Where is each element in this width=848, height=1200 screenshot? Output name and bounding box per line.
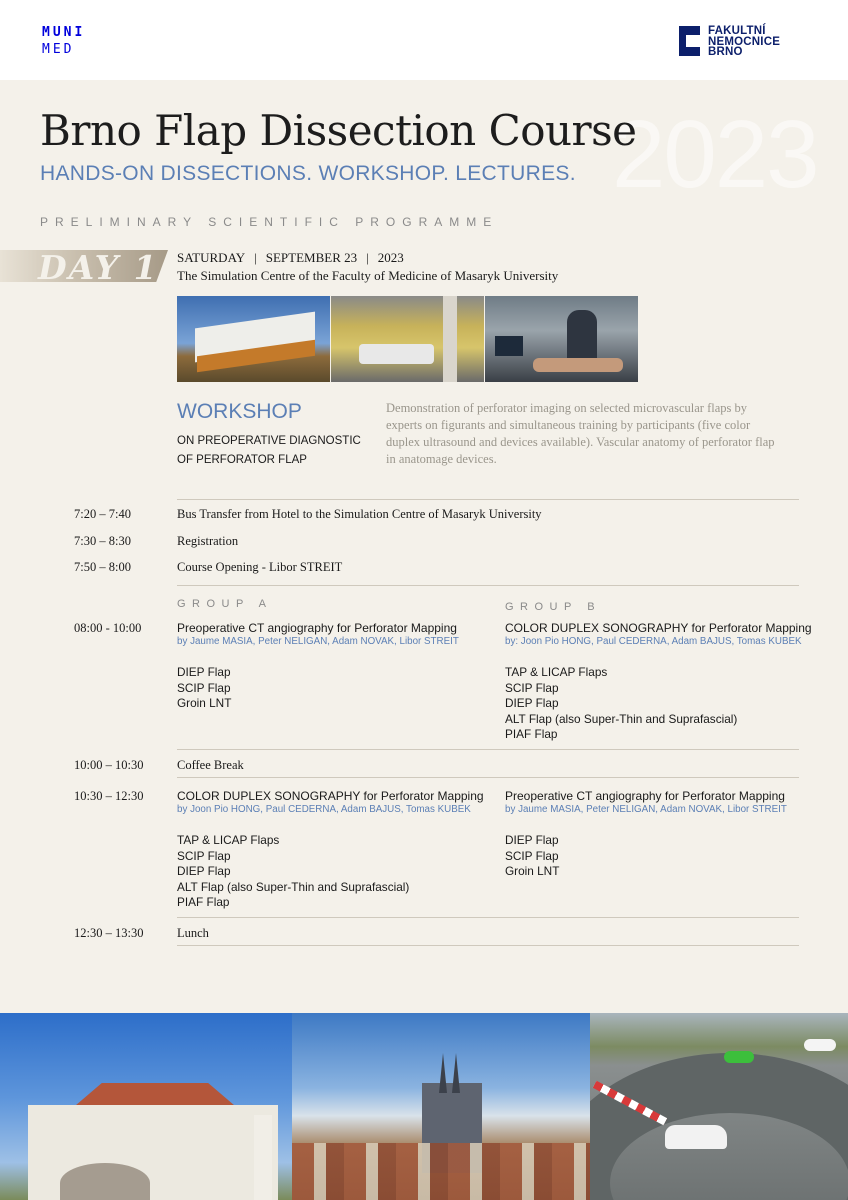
workshop-description: Demonstration of perforator imaging on selected microvascular flaps by experts on figurants and simultaneous training by participants (five color duplex ultrasound and devices available). Vascular anatomy of perforator flap in anatomage devices. [386, 401, 775, 466]
session-speakers: by Jaume MASIA, Peter NELIGAN, Adam NOVAK, Libor STREIT [177, 636, 459, 647]
date-separator: | [366, 250, 369, 265]
group-a-header: GROUP A [177, 598, 273, 610]
session-title: Preoperative CT angiography for Perforator Mapping [177, 621, 457, 635]
session-title: Preoperative CT angiography for Perforator Mapping [505, 789, 785, 803]
day-weekday: SATURDAY [177, 250, 246, 265]
race-car-shape [804, 1039, 836, 1051]
race-car-shape [665, 1125, 727, 1149]
page-subtitle: HANDS-ON DISSECTIONS. WORKSHOP. LECTURES. [40, 162, 576, 185]
divider [177, 585, 799, 586]
schedule-event: Lunch [177, 926, 209, 940]
divider [177, 917, 799, 918]
session-speakers: by Jaume MASIA, Peter NELIGAN, Adam NOVAK, Libor STREIT [505, 804, 787, 815]
workshop-title: WORKSHOP [177, 400, 302, 423]
workshop-subtitle-line2: OF PERFORATOR FLAP [177, 454, 307, 466]
muni-med-logo [42, 24, 85, 58]
list-item: DIEP Flap [177, 864, 231, 878]
desk-shape [359, 344, 434, 364]
session-speakers: by: Joon Pio HONG, Paul CEDERNA, Adam BAJUS, Tomas KUBEK [505, 636, 802, 647]
divider [177, 945, 799, 946]
time-slot: 7:50 – 8:00 [74, 560, 131, 574]
time-slot: 7:30 – 8:30 [74, 534, 131, 548]
day-date-line [177, 250, 404, 266]
list-item: Groin LNT [505, 864, 560, 878]
session-speakers: by Joon Pio HONG, Paul CEDERNA, Adam BAJUS, Tomas KUBEK [177, 804, 471, 815]
day-banner [0, 248, 168, 287]
list-item: TAP & LICAP Flaps [505, 665, 608, 679]
divider [177, 777, 799, 778]
day-label: DAY 1 [38, 248, 159, 287]
list-item: DIEP Flap [505, 833, 559, 847]
flap-list [177, 833, 409, 911]
list-item: ALT Flap (also Super-Thin and Suprafascial) [177, 879, 410, 894]
year-watermark: 2023 [612, 101, 818, 208]
venue-text: The Simulation Centre of the Faculty of Medicine of Masaryk University [177, 268, 559, 283]
flap-list [505, 833, 559, 880]
list-item: TAP & LICAP Flaps [177, 833, 280, 847]
time-slot: 7:20 – 7:40 [74, 507, 131, 521]
brno-cathedral-photo [292, 1013, 590, 1200]
list-item: Groin LNT [177, 696, 232, 710]
date-separator: | [254, 250, 257, 265]
list-item: DIEP Flap [505, 696, 559, 710]
spire-shape [439, 1053, 447, 1093]
race-car-shape [724, 1051, 754, 1063]
session-title: COLOR DUPLEX SONOGRAPHY for Perforator Mapping [505, 621, 812, 635]
list-item: PIAF Flap [177, 895, 230, 909]
group-b-header: GROUP B [505, 601, 602, 613]
workshop-subtitle [177, 432, 377, 470]
schedule-event: Course Opening - Libor STREIT [177, 560, 343, 574]
time-slot: 08:00 - 10:00 [74, 621, 142, 635]
schedule-event: Coffee Break [177, 758, 244, 772]
muni-logo-line1: MUNI [42, 25, 86, 40]
time-slot: 12:30 – 13:30 [74, 926, 144, 940]
list-item: SCIP Flap [505, 848, 559, 863]
fakultni-nemocnice-logo [679, 26, 809, 58]
list-item: PIAF Flap [505, 727, 558, 741]
fn-logo-line3: BRNO [708, 46, 743, 58]
race-circuit-photo [590, 1013, 848, 1200]
day-date: SEPTEMBER 23 [265, 250, 358, 265]
list-item: DIEP Flap [177, 665, 231, 679]
day-year: 2023 [377, 250, 404, 265]
flap-list [505, 665, 737, 743]
divider [177, 749, 799, 750]
schedule-event: Bus Transfer from Hotel to the Simulation Centre of Masaryk University [177, 507, 542, 521]
list-item: SCIP Flap [177, 848, 231, 863]
list-item: SCIP Flap [177, 680, 231, 695]
ultrasound-training-photo [485, 296, 638, 382]
flap-list [177, 665, 231, 712]
simulation-centre-lobby-photo [331, 296, 484, 382]
list-item: SCIP Flap [505, 680, 559, 695]
monitor-shape [495, 336, 523, 356]
time-slot: 10:00 – 10:30 [74, 758, 144, 772]
spilberk-castle-photo [0, 1013, 292, 1200]
tree-shape [60, 1163, 150, 1200]
programme-label: PRELIMINARY SCIENTIFIC PROGRAMME [40, 215, 499, 229]
list-item: ALT Flap (also Super-Thin and Suprafascial) [505, 711, 738, 726]
patient-shape [533, 358, 623, 372]
fn-logo-line1: FAKULTNÍ [708, 25, 766, 37]
time-slot: 10:30 – 12:30 [74, 789, 144, 803]
session-title: COLOR DUPLEX SONOGRAPHY for Perforator Mapping [177, 789, 484, 803]
city-roofs-shape [292, 1143, 590, 1200]
fn-logo-line2: NEMOCNICE [708, 35, 781, 48]
column-shape [443, 296, 457, 382]
simulation-centre-exterior-photo [177, 296, 330, 382]
muni-logo-line2: MED [42, 42, 75, 57]
workshop-subtitle-line1: ON PREOPERATIVE DIAGNOSTIC [177, 435, 361, 447]
castle-tower-shape [254, 1115, 272, 1200]
top-logo-bar [0, 0, 848, 80]
spire-shape [452, 1053, 460, 1093]
fn-logo-mark-icon [679, 26, 700, 56]
schedule-event: Registration [177, 534, 239, 548]
fn-logo-text [708, 26, 780, 58]
page-title: Brno Flap Dissection Course [40, 106, 637, 155]
divider [177, 499, 799, 500]
